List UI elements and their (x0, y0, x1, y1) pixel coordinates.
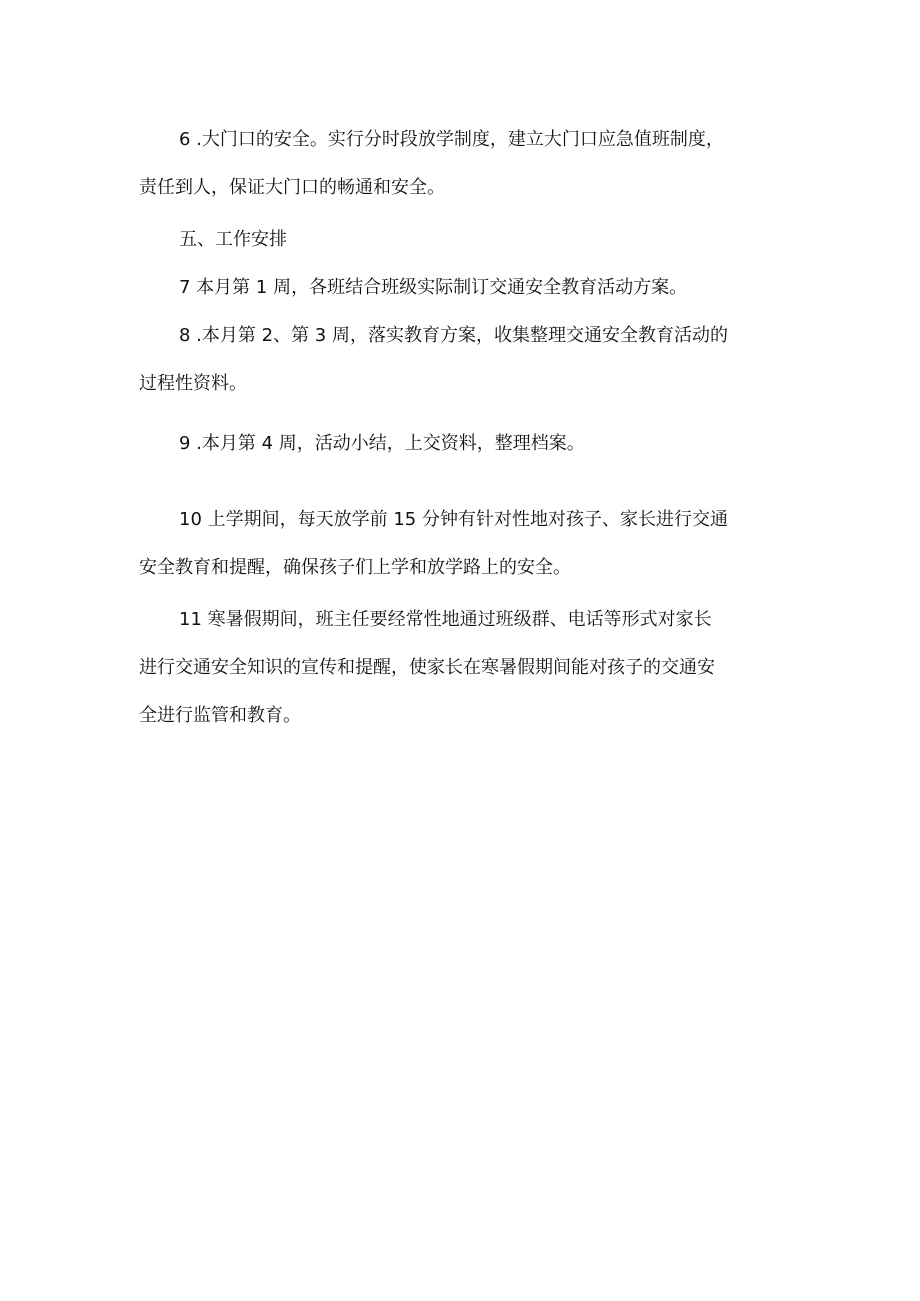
section-heading-work-arrangement (139, 216, 799, 264)
text-line: 责任到人，保证大门口的畅通和安全。 (139, 177, 445, 198)
text-line: 全进行监管和教育。 (139, 705, 301, 726)
text-line: 8 .本月第 2、第 3 周，落实教育方案，收集整理交通安全教育活动的 (179, 325, 728, 346)
section-heading-text: 五、工作安排 (179, 229, 287, 250)
paragraph-school-period (139, 496, 799, 592)
text-line: 过程性资料。 (139, 373, 247, 394)
text-line: 6 .大门口的安全。实行分时段放学制度，建立大门口应急值班制度， (179, 129, 724, 150)
paragraph-vacation-period (139, 596, 799, 740)
text-line: 安全教育和提醒，确保孩子们上学和放学路上的安全。 (139, 557, 571, 578)
paragraph-gate-safety (139, 116, 799, 212)
paragraph-week-2-3 (139, 312, 799, 408)
text-line: 进行交通安全知识的宣传和提醒，使家长在寒暑假期间能对孩子的交通安 (139, 657, 715, 678)
text-line: 11 寒暑假期间，班主任要经常性地通过班级群、电话等形式对家长 (179, 609, 712, 630)
paragraph-week-1 (139, 264, 799, 312)
text-line: 10 上学期间，每天放学前 15 分钟有针对性地对孩子、家长进行交通 (179, 509, 728, 530)
text-line: 7 本月第 1 周，各班结合班级实际制订交通安全教育活动方案。 (179, 277, 688, 298)
text-line: 9 .本月第 4 周，活动小结，上交资料，整理档案。 (179, 433, 585, 454)
paragraph-week-4 (139, 420, 799, 468)
